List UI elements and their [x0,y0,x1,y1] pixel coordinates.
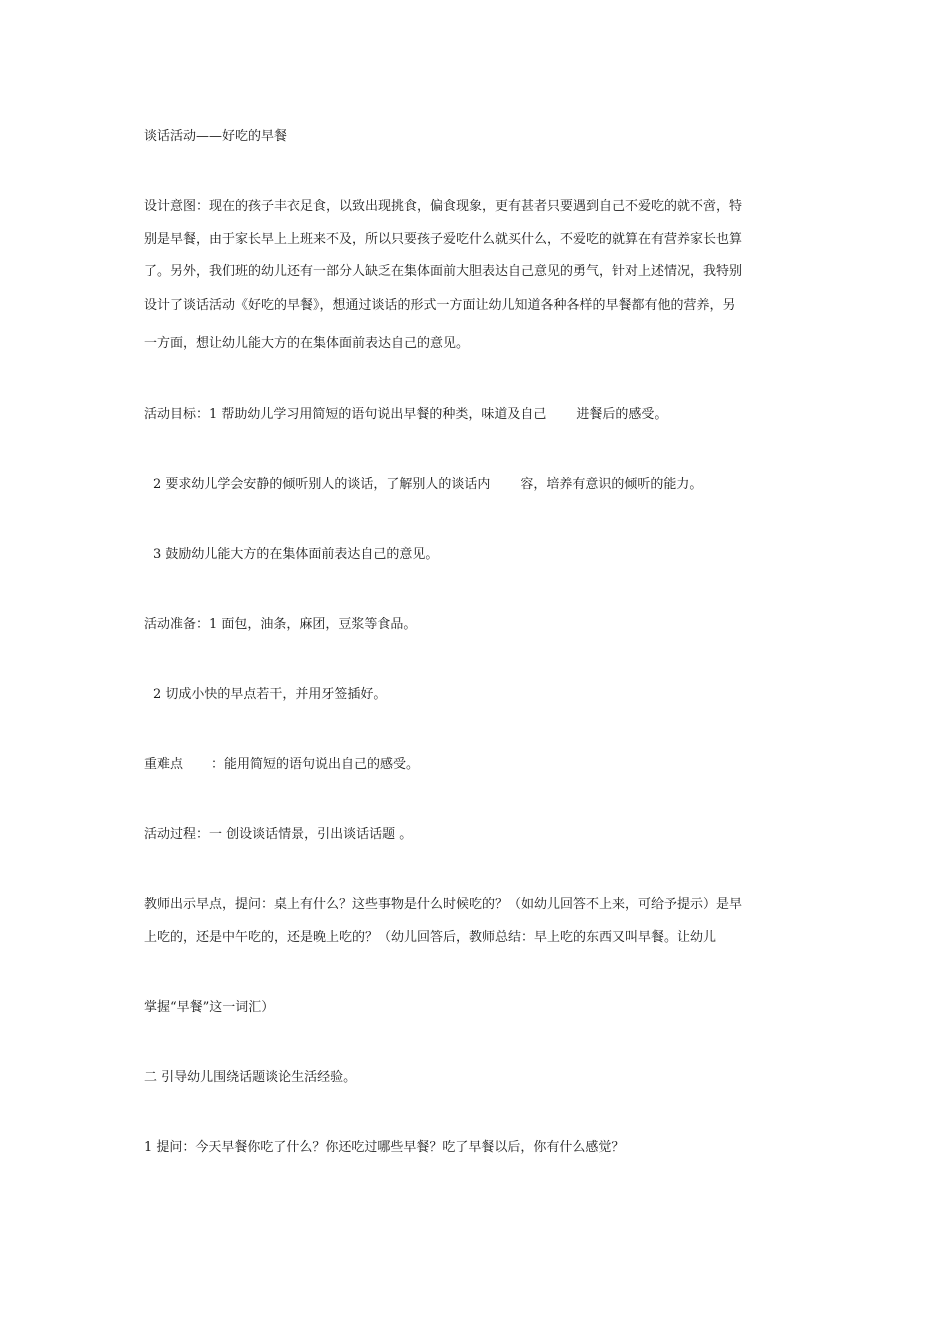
goal-2-part-a: 2 要求幼儿学会安静的倾听别人的谈话，了解别人的谈话内 [153,477,491,492]
goal-2-part-b: 容，培养有意识的倾听的能力。 [520,477,703,492]
teacher-line-2: 上吃的，还是中午吃的，还是晚上吃的？（幼儿回答后，教师总结：早上吃的东西又叫早餐。让幼儿 [144,930,717,945]
intent-line-2: 别是早餐，由于家长早上上班来不及，所以只要孩子爱吃什么就买什么，不爱吃的就算在有营养家长也算 [144,232,743,247]
key-point-label: 重难点 [144,757,184,772]
intent-line-5: 一方面，想让幼儿能大方的在集体面前表达自己的意见。 [144,336,470,351]
goal-3: 3 鼓励幼儿能大方的在集体面前表达自己的意见。 [153,547,439,562]
intent-line-3: 了。另外，我们班的幼儿还有一部分人缺乏在集体面前大胆表达自己意见的勇气，针对上述情况，我特别 [144,264,743,279]
intent-line-1: 设计意图：现在的孩子丰衣足食，以致出现挑食，偏食现象，更有甚者只要遇到自己不爱吃的就不啻，特 [144,199,743,214]
question-1: 1 提问：今天早餐你吃了什么？你还吃过哪些早餐？吃了早餐以后，你有什么感觉？ [144,1140,625,1155]
process-step-2: 二 引导幼儿围绕话题谈论生活经验。 [144,1070,357,1085]
teacher-line-1: 教师出示早点，提问：桌上有什么？这些事物是什么时候吃的？（如幼儿回答不上来，可给予提示）是早 [144,897,743,912]
process-step-1: 活动过程：一 创设谈话情景，引出谈话话题 。 [144,827,413,842]
key-point-text: ：能用简短的语句说出自己的感受。 [211,757,420,772]
prep-2: 2 切成小快的早点若干，并用牙签插好。 [153,687,387,702]
key-point [144,755,419,775]
intent-line-4: 设计了谈话活动《好吃的早餐》，想通过谈话的形式一方面让幼儿知道各种各样的早餐都有他的营养，另 [144,298,736,313]
document-title: 谈话活动——好吃的早餐 [144,129,288,144]
goal-1-part-a: 活动目标：1 帮助幼儿学习用简短的语句说出早餐的种类，味道及自己 [144,407,547,422]
goal-1 [144,405,667,425]
prep-1: 活动准备：1 面包，油条，麻团，豆浆等食品。 [144,617,417,632]
teacher-line-end: 掌握“早餐”这一词汇） [144,1000,275,1015]
goal-2 [153,475,702,495]
goal-1-part-b: 进餐后的感受。 [576,407,668,422]
